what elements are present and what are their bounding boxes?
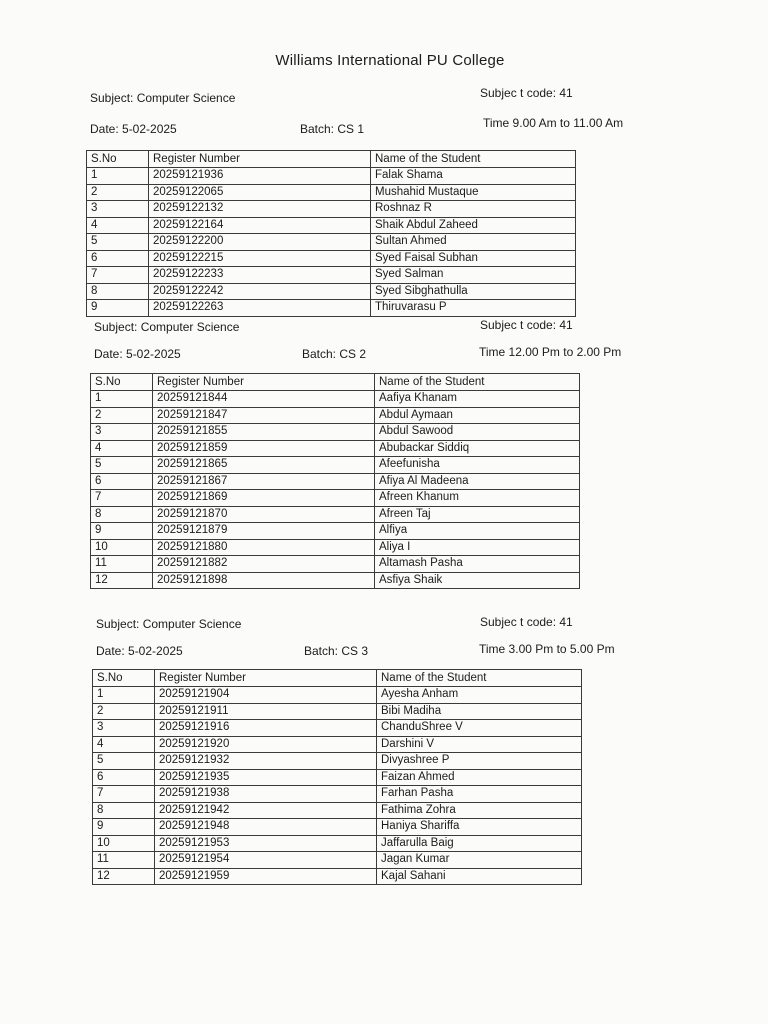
time-label: Time 12.00 Pm to 2.00 Pm (479, 345, 622, 359)
serial-number-cell: 6 (91, 473, 153, 490)
col-header-register-number: Register Number (155, 670, 377, 687)
table-row (93, 703, 582, 720)
serial-number-cell: 8 (93, 802, 155, 819)
table-row (87, 184, 576, 201)
student-name-cell: Abubackar Siddiq (375, 440, 580, 457)
date-label: Date: 5-02-2025 (90, 122, 177, 136)
col-header-register-number: Register Number (153, 374, 375, 391)
table-row (91, 539, 580, 556)
register-number-cell: 20259122065 (149, 184, 371, 201)
table-row (91, 556, 580, 573)
table-row (91, 391, 580, 408)
serial-number-cell: 3 (93, 720, 155, 737)
col-header-student-name: Name of the Student (371, 151, 576, 168)
student-name-cell: Sultan Ahmed (371, 234, 576, 251)
student-name-cell: Afeefunisha (375, 457, 580, 474)
serial-number-cell: 5 (87, 234, 149, 251)
serial-number-cell: 6 (87, 250, 149, 267)
register-number-cell: 20259121844 (153, 391, 375, 408)
register-number-cell: 20259122233 (149, 267, 371, 284)
register-number-cell: 20259121959 (155, 868, 377, 885)
col-header-student-name: Name of the Student (375, 374, 580, 391)
serial-number-cell: 5 (91, 457, 153, 474)
subject-code-label: Subjec t code: 41 (480, 615, 573, 629)
student-name-cell: Mushahid Mustaque (371, 184, 576, 201)
serial-number-cell: 5 (93, 753, 155, 770)
register-number-cell: 20259121911 (155, 703, 377, 720)
serial-number-cell: 11 (91, 556, 153, 573)
table-row (91, 407, 580, 424)
register-number-cell: 20259121904 (155, 687, 377, 704)
table-header-row (93, 670, 582, 687)
student-table (86, 150, 576, 317)
student-name-cell: Thiruvarasu P (371, 300, 576, 317)
table-row (93, 786, 582, 803)
register-number-cell: 20259122215 (149, 250, 371, 267)
serial-number-cell: 9 (91, 523, 153, 540)
table-row (93, 753, 582, 770)
subject-label: Subject: Computer Science (96, 617, 242, 631)
table-row (91, 490, 580, 507)
register-number-cell: 20259121916 (155, 720, 377, 737)
subject-code-label: Subjec t code: 41 (480, 318, 573, 332)
col-header-student-name: Name of the Student (377, 670, 582, 687)
student-name-cell: Syed Faisal Subhan (371, 250, 576, 267)
table-header-row (91, 374, 580, 391)
register-number-cell: 20259121898 (153, 572, 375, 589)
table-row (91, 572, 580, 589)
col-header-register-number: Register Number (149, 151, 371, 168)
table-row (93, 802, 582, 819)
date-label: Date: 5-02-2025 (96, 644, 183, 658)
student-name-cell: Aliya I (375, 539, 580, 556)
serial-number-cell: 1 (93, 687, 155, 704)
serial-number-cell: 3 (91, 424, 153, 441)
register-number-cell: 20259121879 (153, 523, 375, 540)
student-name-cell: Farhan Pasha (377, 786, 582, 803)
student-name-cell: Syed Salman (371, 267, 576, 284)
table-row (93, 769, 582, 786)
table-row (91, 424, 580, 441)
register-number-cell: 20259121953 (155, 835, 377, 852)
register-number-cell: 20259121932 (155, 753, 377, 770)
table-row (87, 283, 576, 300)
serial-number-cell: 2 (91, 407, 153, 424)
table-row (87, 217, 576, 234)
table-row (87, 234, 576, 251)
register-number-cell: 20259121920 (155, 736, 377, 753)
serial-number-cell: 10 (91, 539, 153, 556)
serial-number-cell: 6 (93, 769, 155, 786)
table-row (93, 736, 582, 753)
student-name-cell: ChanduShree V (377, 720, 582, 737)
serial-number-cell: 12 (91, 572, 153, 589)
student-name-cell: Jagan Kumar (377, 852, 582, 869)
serial-number-cell: 1 (91, 391, 153, 408)
student-name-cell: Alfiya (375, 523, 580, 540)
serial-number-cell: 2 (87, 184, 149, 201)
batch-label: Batch: CS 1 (300, 122, 365, 136)
student-name-cell: Afreen Taj (375, 506, 580, 523)
register-number-cell: 20259121870 (153, 506, 375, 523)
student-name-cell: Fathima Zohra (377, 802, 582, 819)
table-row (87, 267, 576, 284)
table-row (93, 687, 582, 704)
time-label: Time 9.00 Am to 11.00 Am (483, 116, 624, 130)
register-number-cell: 20259121948 (155, 819, 377, 836)
subject-code-label: Subjec t code: 41 (480, 86, 573, 100)
serial-number-cell: 7 (87, 267, 149, 284)
register-number-cell: 20259122242 (149, 283, 371, 300)
subject-label: Subject: Computer Science (94, 320, 240, 334)
student-name-cell: Jaffarulla Baig (377, 835, 582, 852)
serial-number-cell: 4 (91, 440, 153, 457)
batch-label: Batch: CS 3 (304, 644, 369, 658)
register-number-cell: 20259121938 (155, 786, 377, 803)
table-row (93, 720, 582, 737)
serial-number-cell: 8 (91, 506, 153, 523)
col-header-sno: S.No (87, 151, 149, 168)
student-table (90, 373, 580, 589)
student-name-cell: Shaik Abdul Zaheed (371, 217, 576, 234)
serial-number-cell: 7 (93, 786, 155, 803)
student-name-cell: Abdul Aymaan (375, 407, 580, 424)
table-row (87, 201, 576, 218)
student-table (92, 669, 582, 885)
student-name-cell: Roshnaz R (371, 201, 576, 218)
register-number-cell: 20259121882 (153, 556, 375, 573)
serial-number-cell: 9 (87, 300, 149, 317)
student-name-cell: Syed Sibghathulla (371, 283, 576, 300)
register-number-cell: 20259122263 (149, 300, 371, 317)
table-row (91, 440, 580, 457)
register-number-cell: 20259122164 (149, 217, 371, 234)
date-label: Date: 5-02-2025 (94, 347, 181, 361)
student-name-cell: Haniya Shariffa (377, 819, 582, 836)
register-number-cell: 20259121869 (153, 490, 375, 507)
table-row (91, 523, 580, 540)
student-name-cell: Darshini V (377, 736, 582, 753)
register-number-cell: 20259121865 (153, 457, 375, 474)
batch-label: Batch: CS 2 (302, 347, 367, 361)
student-name-cell: Ayesha Anham (377, 687, 582, 704)
register-number-cell: 20259122132 (149, 201, 371, 218)
serial-number-cell: 7 (91, 490, 153, 507)
register-number-cell: 20259122200 (149, 234, 371, 251)
register-number-cell: 20259121859 (153, 440, 375, 457)
register-number-cell: 20259121847 (153, 407, 375, 424)
col-header-sno: S.No (93, 670, 155, 687)
serial-number-cell: 4 (87, 217, 149, 234)
table-row (93, 852, 582, 869)
time-label: Time 3.00 Pm to 5.00 Pm (479, 642, 615, 656)
table-row (91, 506, 580, 523)
serial-number-cell: 8 (87, 283, 149, 300)
serial-number-cell: 10 (93, 835, 155, 852)
table-row (91, 473, 580, 490)
student-name-cell: Faizan Ahmed (377, 769, 582, 786)
register-number-cell: 20259121935 (155, 769, 377, 786)
serial-number-cell: 11 (93, 852, 155, 869)
table-row (93, 835, 582, 852)
table-row (87, 168, 576, 185)
student-name-cell: Aafiya Khanam (375, 391, 580, 408)
student-name-cell: Bibi Madiha (377, 703, 582, 720)
table-header-row (87, 151, 576, 168)
table-row (93, 819, 582, 836)
register-number-cell: 20259121954 (155, 852, 377, 869)
serial-number-cell: 12 (93, 868, 155, 885)
table-row (91, 457, 580, 474)
register-number-cell: 20259121880 (153, 539, 375, 556)
register-number-cell: 20259121942 (155, 802, 377, 819)
student-name-cell: Afreen Khanum (375, 490, 580, 507)
subject-label: Subject: Computer Science (90, 91, 236, 105)
register-number-cell: 20259121936 (149, 168, 371, 185)
table-row (87, 300, 576, 317)
student-name-cell: Falak Shama (371, 168, 576, 185)
serial-number-cell: 4 (93, 736, 155, 753)
college-title: Williams International PU College (275, 52, 505, 69)
student-name-cell: Asfiya Shaik (375, 572, 580, 589)
student-name-cell: Afiya Al Madeena (375, 473, 580, 490)
student-name-cell: Divyashree P (377, 753, 582, 770)
student-name-cell: Altamash Pasha (375, 556, 580, 573)
serial-number-cell: 3 (87, 201, 149, 218)
student-name-cell: Abdul Sawood (375, 424, 580, 441)
table-row (93, 868, 582, 885)
serial-number-cell: 1 (87, 168, 149, 185)
col-header-sno: S.No (91, 374, 153, 391)
serial-number-cell: 9 (93, 819, 155, 836)
table-row (87, 250, 576, 267)
register-number-cell: 20259121867 (153, 473, 375, 490)
student-name-cell: Kajal Sahani (377, 868, 582, 885)
serial-number-cell: 2 (93, 703, 155, 720)
register-number-cell: 20259121855 (153, 424, 375, 441)
